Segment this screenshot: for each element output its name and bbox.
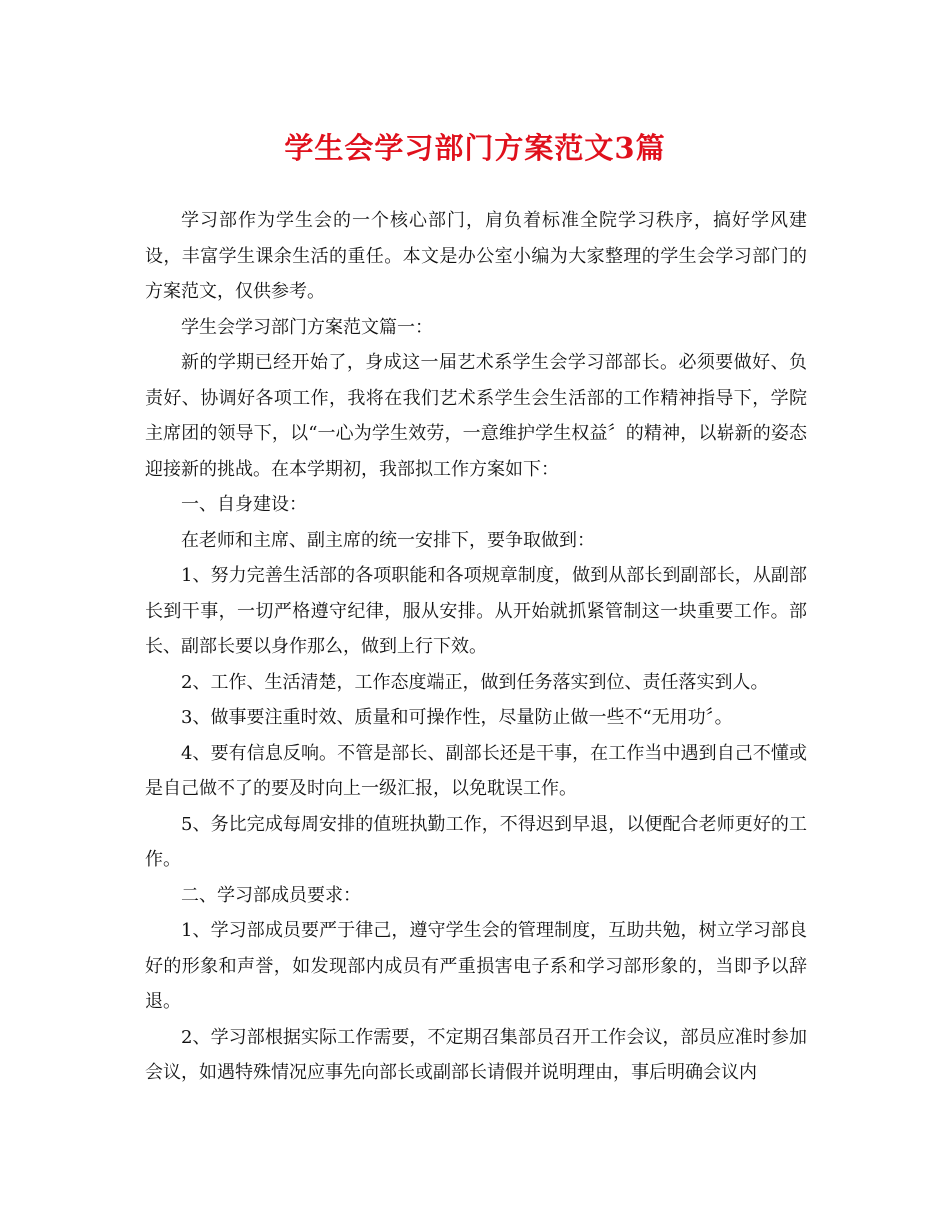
paragraph-item-5: 5、务比完成每周安排的值班执勤工作，不得迟到早退，以便配合老师更好的工作。 [145,813,807,870]
document-body [145,203,807,1091]
paragraph-item-1: 1、努力完善生活部的各项职能和各项规章制度，做到从部长到副部长，从副部长到干事，一切严格遵守纪律，服从安排。从开始就抓紧管制这一块重要工作。部长、副部长要以身作那么，做到上行下效。 [145,565,807,657]
paragraph-item-2: 2、工作、生活清楚，工作态度端正，做到任务落实到位、责任落实到人。 [181,671,769,693]
paragraph-item-4: 4、要有信息反响。不管是部长、副部长还是干事，在工作当中遇到自己不懂或是自己做不了的要及时向上一级汇报，以免耽误工作。 [145,742,807,799]
document-title: 学生会学习部门方案范文3篇 [284,131,666,165]
paragraph-requirement-1: 1、学习部成员要严于律己，遵守学生会的管理制度，互助共勉，树立学习部良好的形象和声誉，如发现部内成员有严重损害电子系和学习部形象的，当即予以辞退。 [145,920,807,1012]
paragraph-item-3: 3、做事要注重时效、质量和可操作性，尽量防止做一些不“无用功〞。 [181,707,733,728]
paragraph-requirement-2: 2、学习部根据实际工作需要，不定期召集部员召开工作会议，部员应准时参加会议，如遇特殊情况应事先向部长或副部长请假并说明理由，事后明确会议内 [145,1026,807,1083]
paragraph-opening: 新的学期已经开始了，身成这一届艺术系学生会学习部部长。必须要做好、负责好、协调好各项工作，我将在我们艺术系学生会生活部的工作精神指导下，学院主席团的领导下，以“一心为学生效劳，一意维护学生权益〞的精神，以崭新的姿态迎接新的挑战。在本学期初，我部拟工作方案如下： [145,352,807,480]
paragraph-arrangement: 在老师和主席、副主席的统一安排下，要争取做到： [181,529,595,551]
paragraph-heading-self-building: 一、自身建设： [181,494,307,515]
paragraph-heading-member-requirements: 二、学习部成员要求： [181,884,361,906]
paragraph-section-heading-1: 学生会学习部门方案范文篇一： [181,316,433,338]
paragraph-intro: 学习部作为学生会的一个核心部门，肩负着标准全院学习秩序，搞好学风建设，丰富学生课余生活的重任。本文是办公室小编为大家整理的学生会学习部门的方案范文，仅供参考。 [145,210,807,302]
